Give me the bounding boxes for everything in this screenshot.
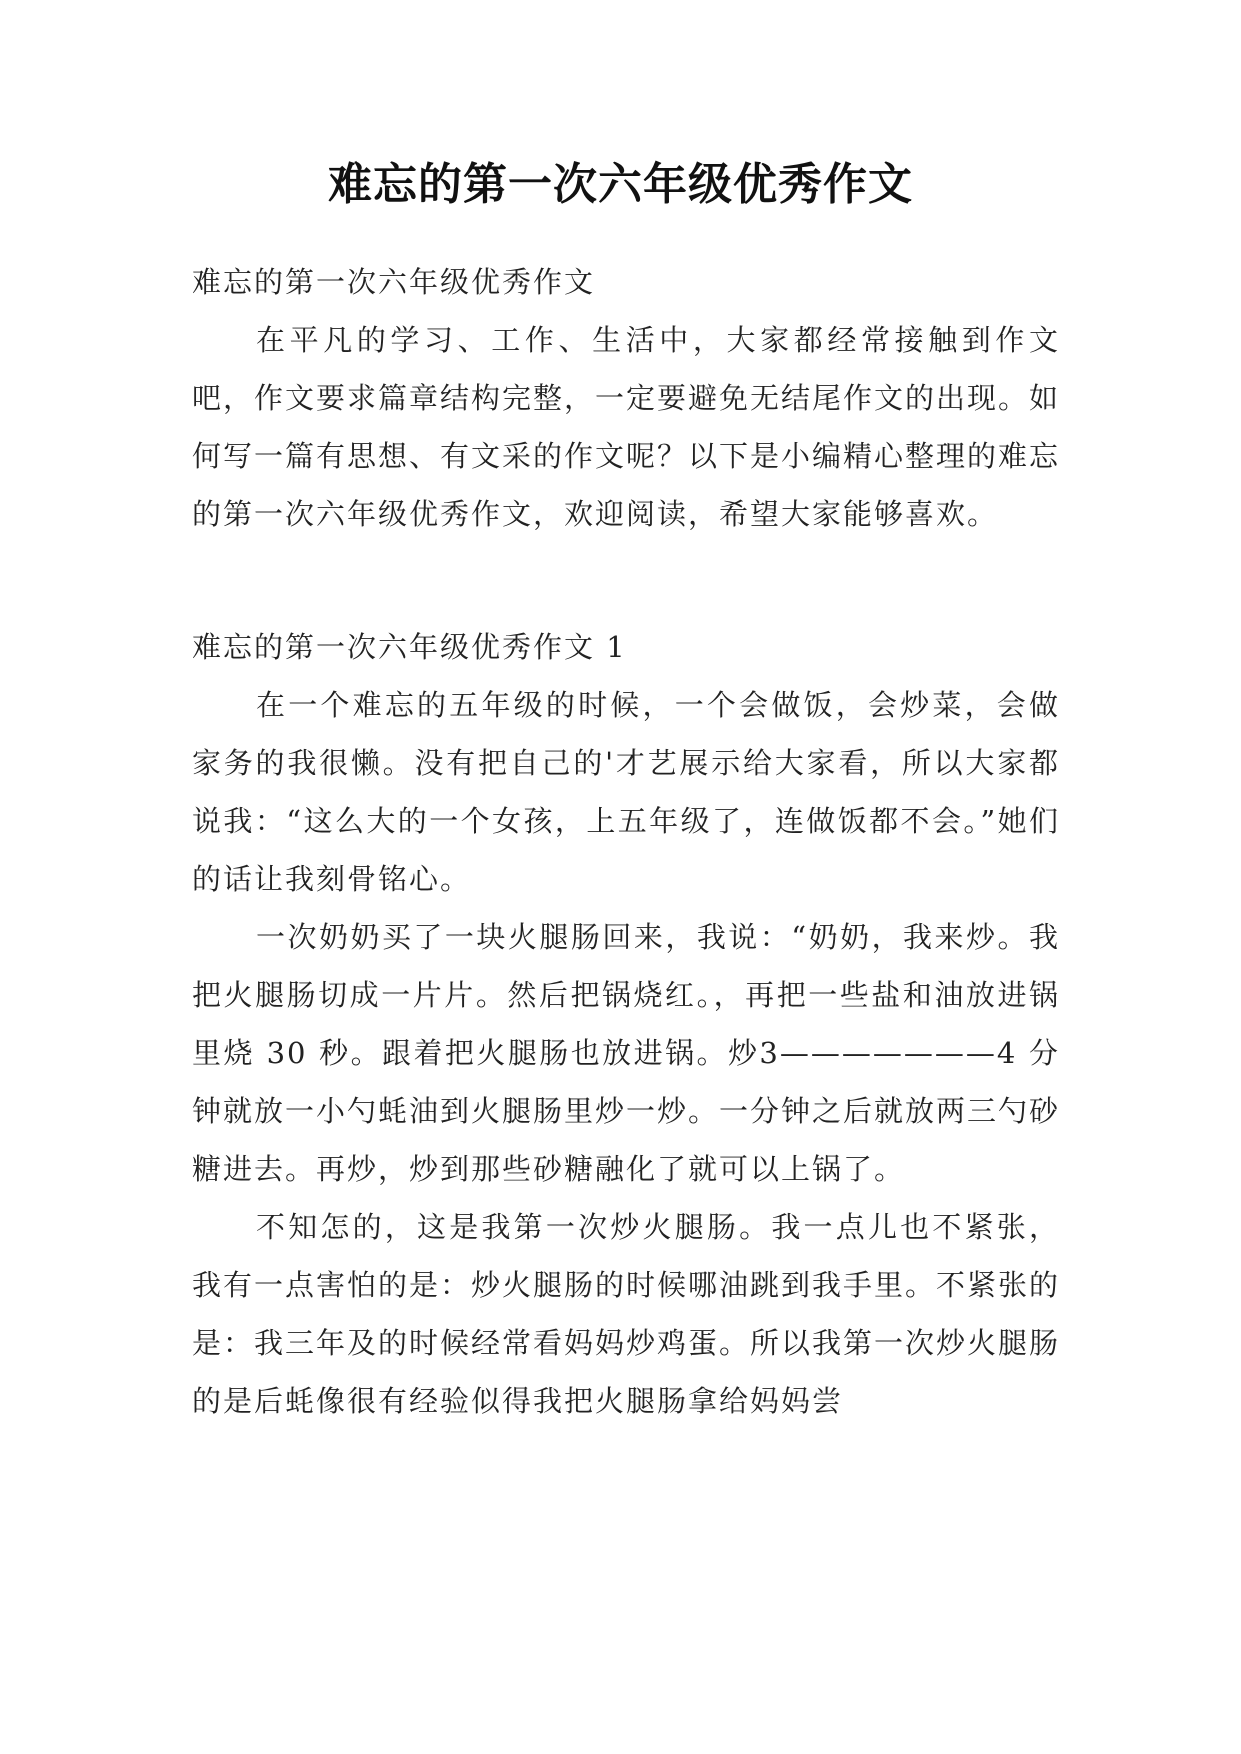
intro-paragraph: 在平凡的学习、工作、生活中，大家都经常接触到作文吧，作文要求篇章结构完整，一定要避免无结尾作文的出现。如何写一篇有思想、有文采的作文呢？以下是小编精心整理的难忘的第一次六年级优秀作文，欢迎阅读，希望大家能够喜欢。 <box>192 323 1061 531</box>
essay-paragraph-1: 在一个难忘的五年级的时候，一个会做饭，会炒菜，会做家务的我很懒。没有把自己的'才艺展示给大家看，所以大家都说我：“这么大的一个女孩，上五年级了，连做饭都不会。”她们的话让我刻骨铭心。 <box>192 688 1060 896</box>
intro-heading: 难忘的第一次六年级优秀作文 <box>192 265 596 299</box>
essay-body <box>192 676 1060 1430</box>
essay-paragraph-3: 不知怎的，这是我第一次炒火腿肠。我一点儿也不紧张，我有一点害怕的是：炒火腿肠的时候哪油跳到我手里。不紧张的是：我三年及的时候经常看妈妈炒鸡蛋。所以我第一次炒火腿肠的是后蚝像很有经验似得我把火腿肠拿给妈妈尝 <box>192 1210 1061 1418</box>
document-title: 难忘的第一次六年级优秀作文 <box>328 159 913 210</box>
intro-section <box>192 311 1060 543</box>
essay-paragraph-2: 一次奶奶买了一块火腿肠回来，我说：“奶奶，我来炒。我把火腿肠切成一片片。然后把锅烧红。，再把一些盐和油放进锅里烧 30 秒。跟着把火腿肠也放进锅。炒3———————4 分钟就放一小勺蚝油到火腿肠里炒一炒。一分钟之后就放两三勺砂糖进去。再炒，炒到那些砂糖融化了就可以上锅了。 <box>192 920 1061 1186</box>
essay-heading: 难忘的第一次六年级优秀作文 1 <box>192 630 627 664</box>
